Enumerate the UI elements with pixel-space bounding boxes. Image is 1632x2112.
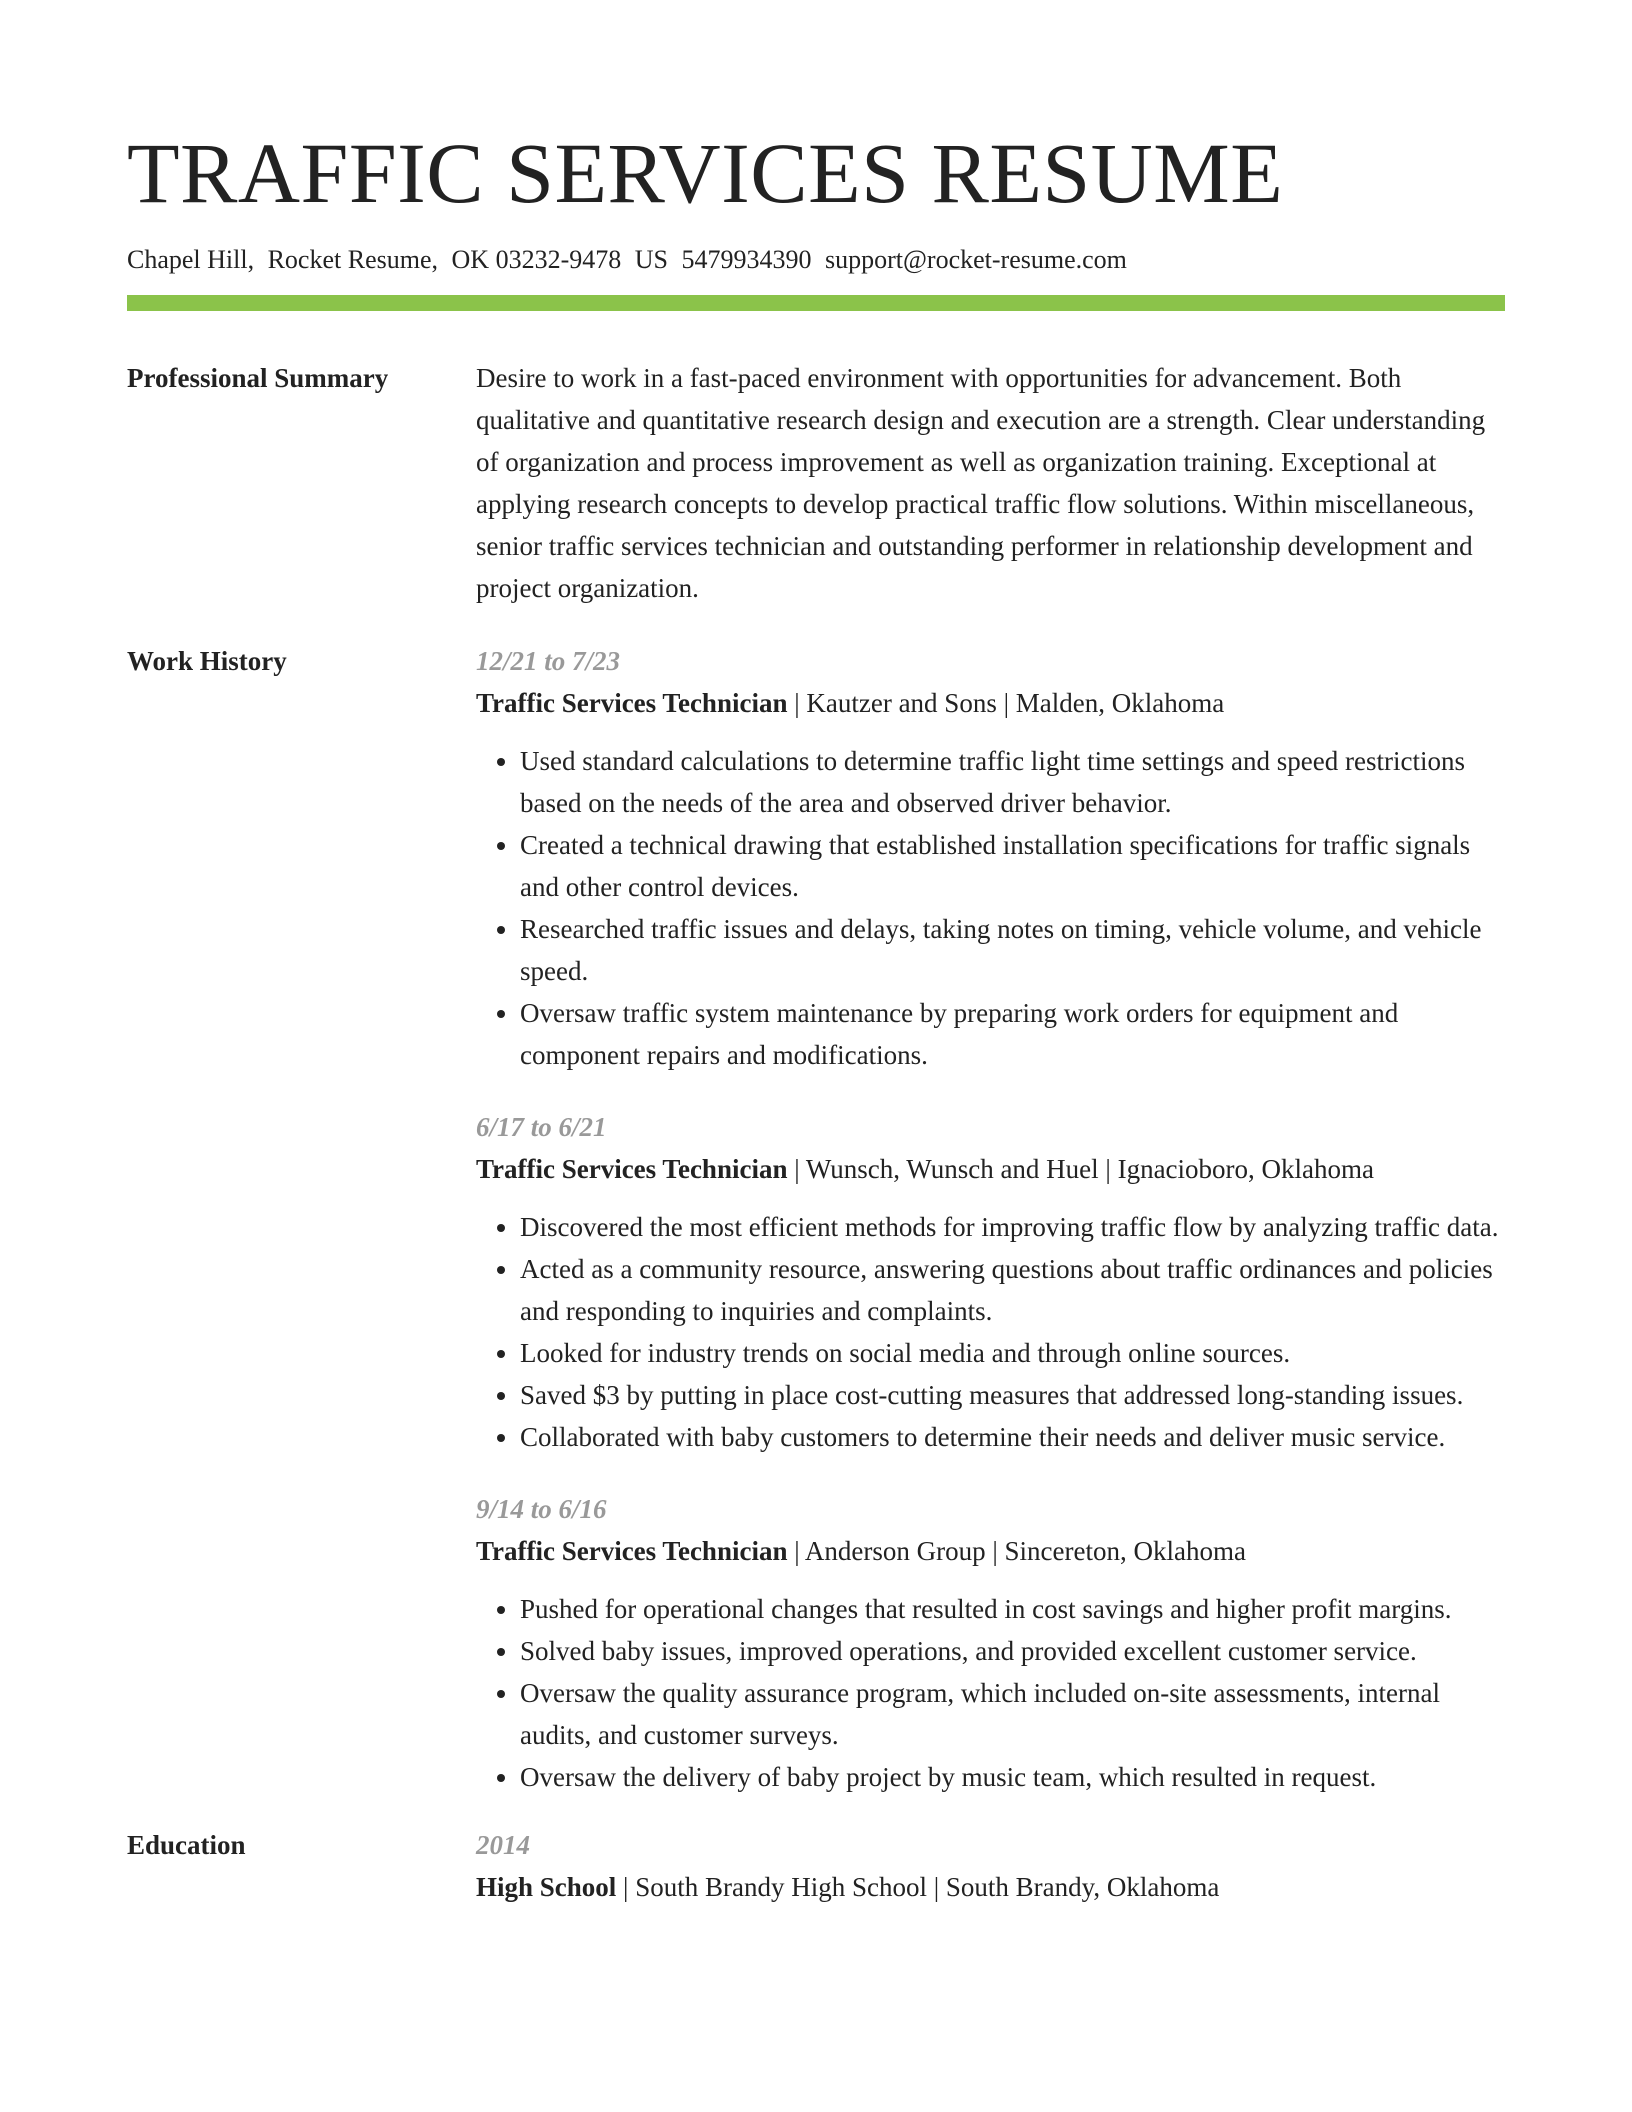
job-bullets	[476, 1588, 1505, 1798]
education-heading	[476, 1866, 1505, 1908]
job-location: Ignacioboro, Oklahoma	[1117, 1154, 1374, 1185]
job-heading	[476, 1530, 1505, 1572]
bullet-item: • Collaborated with baby customers to determine their needs and deliver music service.	[520, 1416, 1505, 1458]
bullet-item: • Researched traffic issues and delays, taking notes on timing, vehicle volume, and vehicle speed.	[520, 908, 1505, 992]
education-school: South Brandy High School	[635, 1872, 927, 1903]
job-bullets	[476, 740, 1505, 1076]
job-dates: 12/21 to 7/23	[476, 646, 621, 677]
contact-line	[127, 244, 1505, 275]
summary-text: Desire to work in a fast-paced environment with opportunities for advancement. Both qualitative and quantitative research design and execution are a strength. Clear understanding of organization and process improvement as well as organization training. Exceptional at applying research concepts to develop practical traffic flow solutions. Within miscellaneous, senior traffic services technician and outstanding performer in relationship development and project organization.	[476, 363, 1486, 604]
separator: |	[794, 1536, 800, 1567]
job-location: Malden, Oklahoma	[1015, 688, 1225, 719]
bullet-item: • Acted as a community resource, answering questions about traffic ordinances and policies and responding to inquiries and complaints.	[520, 1248, 1505, 1332]
bullet-item: • Saved $3 by putting in place cost-cutting measures that addressed long-standing issues.	[520, 1374, 1505, 1416]
bullet-item: • Oversaw the quality assurance program, which included on-site assessments, internal audits, and customer surveys.	[520, 1672, 1505, 1756]
job-heading	[476, 1148, 1505, 1190]
section-label-education: Education	[127, 1830, 246, 1861]
job-entry	[476, 640, 1505, 1076]
contact-email: support@rocket-resume.com	[824, 245, 1127, 274]
contact-phone: 5479934390	[681, 245, 812, 274]
job-entry	[476, 1488, 1505, 1798]
education-degree: High School	[476, 1872, 617, 1903]
education-entry	[476, 1824, 1505, 1908]
job-company: Wunsch, Wunsch and Huel	[805, 1154, 1099, 1185]
bullet-item: • Used standard calculations to determine traffic light time settings and speed restrictions based on the needs of the area and observed driver behavior.	[520, 740, 1505, 824]
bullet-item: • Created a technical drawing that established installation specifications for traffic signals and other control devices.	[520, 824, 1505, 908]
section-label-summary: Professional Summary	[127, 363, 389, 394]
education-year: 2014	[476, 1830, 530, 1861]
bullet-item: • Looked for industry trends on social media and through online sources.	[520, 1332, 1505, 1374]
contact-address: Rocket Resume,	[267, 245, 439, 274]
job-location: Sincereton, Oklahoma	[1004, 1536, 1246, 1567]
contact-state-zip: OK 03232-9478	[451, 245, 622, 274]
bullet-item: • Pushed for operational changes that resulted in cost savings and higher profit margins.	[520, 1588, 1505, 1630]
job-dates: 6/17 to 6/21	[476, 1112, 607, 1143]
job-dates: 9/14 to 6/16	[476, 1494, 607, 1525]
accent-divider	[127, 295, 1505, 311]
separator: |	[794, 1154, 800, 1185]
resume-title: TRAFFIC SERVICES RESUME	[127, 125, 1284, 221]
job-company: Kautzer and Sons	[806, 688, 997, 719]
bullet-item: • Oversaw traffic system maintenance by preparing work orders for equipment and component repairs and modifications.	[520, 992, 1505, 1076]
bullet-item: • Solved baby issues, improved operations, and provided excellent customer service.	[520, 1630, 1505, 1672]
separator: |	[623, 1872, 629, 1903]
education-section	[127, 1824, 1505, 1908]
job-title: Traffic Services Technician	[476, 1536, 788, 1567]
job-bullets	[476, 1206, 1505, 1458]
bullet-item: • Discovered the most efficient methods for improving traffic flow by analyzing traffic data.	[520, 1206, 1505, 1248]
separator: |	[992, 1536, 998, 1567]
separator: |	[794, 688, 800, 719]
contact-city: Chapel Hill,	[127, 245, 255, 274]
separator: |	[1003, 688, 1009, 719]
job-title: Traffic Services Technician	[476, 1154, 788, 1185]
job-heading	[476, 682, 1505, 724]
work-history-section	[127, 640, 1505, 1798]
contact-country: US	[634, 245, 668, 274]
job-title: Traffic Services Technician	[476, 688, 788, 719]
bullet-item: • Oversaw the delivery of baby project by music team, which resulted in request.	[520, 1756, 1505, 1798]
work-history-list	[476, 640, 1505, 1798]
separator: |	[1105, 1154, 1111, 1185]
separator: |	[933, 1872, 940, 1903]
job-company: Anderson Group	[804, 1536, 986, 1567]
summary-section	[127, 357, 1505, 609]
education-location: South Brandy, Oklahoma	[945, 1872, 1220, 1903]
section-label-work: Work History	[127, 646, 287, 677]
job-entry	[476, 1106, 1505, 1458]
